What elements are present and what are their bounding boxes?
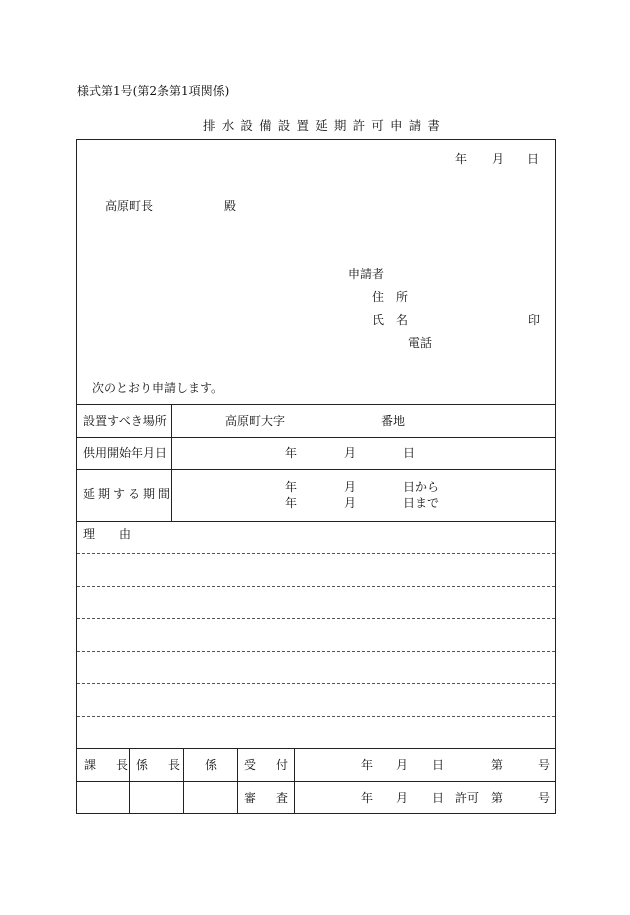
reason-line [77, 683, 555, 684]
staff-label: 係 [205, 758, 218, 772]
receipt-label: 受 付 [244, 758, 293, 772]
permit-label: 許可 [455, 791, 480, 805]
row-divider [76, 781, 556, 782]
review-day: 日 [432, 791, 445, 805]
row-divider [76, 521, 556, 522]
applicant-label: 申請者 [348, 267, 385, 281]
date-day: 日 [527, 152, 540, 166]
sub-chief-label: 係 長 [136, 758, 185, 772]
start-year: 年 [285, 446, 298, 460]
form-number: 様式第1号(第2条第1項関係) [77, 84, 230, 98]
start-date-label: 供用開始年月日 [83, 446, 168, 460]
period-to-month: 月 [344, 496, 357, 510]
review-number-suffix: 号 [538, 791, 551, 805]
period-from-year: 年 [285, 480, 298, 494]
start-month: 月 [344, 446, 357, 460]
label-column-divider [171, 404, 172, 521]
review-year: 年 [361, 791, 374, 805]
receipt-number: 第 [491, 758, 504, 772]
period-label: 延期する期間 [83, 487, 174, 501]
honorific: 殿 [224, 199, 237, 213]
reason-line [77, 586, 555, 587]
date-month: 月 [492, 152, 505, 166]
reason-line [77, 618, 555, 619]
receipt-day: 日 [432, 758, 445, 772]
receipt-month: 月 [396, 758, 409, 772]
row-divider [76, 469, 556, 470]
period-from-month: 月 [344, 480, 357, 494]
form-frame [76, 139, 556, 814]
period-from-day: 日から [403, 480, 440, 494]
reason-line [77, 651, 555, 652]
address-label: 住 所 [372, 290, 409, 304]
document-title: 排水設備設置延期許可申請書 [203, 118, 447, 133]
row-divider [76, 748, 556, 749]
reason-line [77, 716, 555, 717]
reason-line [77, 553, 555, 554]
chief-label: 課 長 [84, 758, 133, 772]
review-label: 審 査 [244, 791, 293, 805]
request-text: 次のとおり申請します。 [92, 381, 224, 395]
receipt-year: 年 [361, 758, 374, 772]
period-to-day: 日まで [403, 496, 440, 510]
approval-column-divider [237, 748, 238, 814]
approval-column-divider [294, 748, 295, 814]
location-town: 高原町大字 [225, 414, 286, 428]
name-label: 氏 名 [372, 313, 409, 327]
seal-mark: 印 [528, 313, 541, 327]
review-month: 月 [396, 791, 409, 805]
reason-label: 理 由 [83, 527, 132, 541]
row-divider [76, 437, 556, 438]
date-year: 年 [455, 152, 468, 166]
location-lot: 番地 [381, 414, 406, 428]
addressee: 高原町長 [105, 199, 154, 213]
receipt-number-suffix: 号 [538, 758, 551, 772]
review-number: 第 [491, 791, 504, 805]
location-label: 設置すべき場所 [83, 414, 167, 428]
period-to-year: 年 [285, 496, 298, 510]
row-divider [76, 404, 556, 405]
phone-label: 電話 [408, 336, 433, 350]
start-day: 日 [403, 446, 416, 460]
